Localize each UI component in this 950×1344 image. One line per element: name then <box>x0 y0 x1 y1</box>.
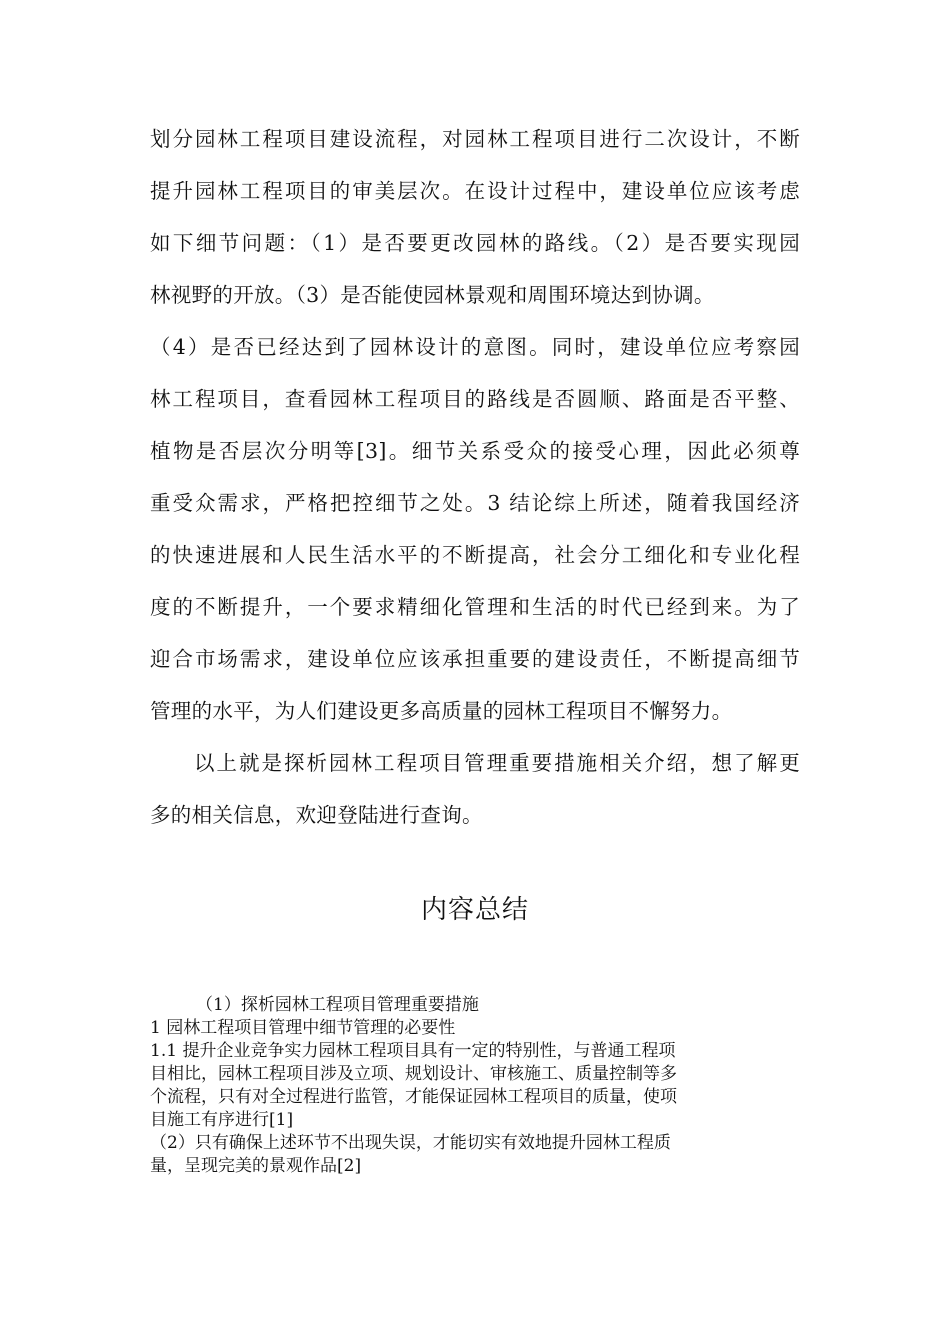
body-line: 提升园林工程项目的审美层次。在设计过程中，建设单位应该考虑 <box>150 179 800 203</box>
summary-line: （1）探析园林工程项目管理重要措施 <box>196 995 479 1015</box>
body-line: 多的相关信息，欢迎登陆进行查询。 <box>150 803 483 827</box>
body-line: 管理的水平，为人们建设更多高质量的园林工程项目不懈努力。 <box>150 699 733 723</box>
summary-heading: 内容总结 <box>420 895 529 925</box>
summary-line: 1 园林工程项目管理中细节管理的必要性 <box>150 1018 456 1038</box>
body-line: 划分园林工程项目建设流程，对园林工程项目进行二次设计，不断 <box>150 127 800 151</box>
body-line: 植物是否层次分明等[3]。细节关系受众的接受心理，因此必须尊 <box>150 439 800 463</box>
summary-line: 目施工有序进行[1] <box>150 1110 294 1130</box>
body-line: 的快速进展和人民生活水平的不断提高，社会分工细化和专业化程 <box>150 543 800 567</box>
body-line: （4）是否已经达到了园林设计的意图。同时，建设单位应考察园 <box>150 335 800 359</box>
body-line: 重受众需求，严格把控细节之处。3 结论综上所述，随着我国经济 <box>150 491 800 515</box>
body-line: 迎合市场需求，建设单位应该承担重要的建设责任，不断提高细节 <box>150 647 800 671</box>
summary-line: 1.1 提升企业竞争实力园林工程项目具有一定的特别性，与普通工程项 <box>150 1041 676 1061</box>
body-line: 以上就是探析园林工程项目管理重要措施相关介绍，想了解更 <box>194 751 800 775</box>
summary-line: 目相比，园林工程项目涉及立项、规划设计、审核施工、质量控制等多 <box>150 1064 677 1084</box>
body-text <box>150 113 800 841</box>
body-line: 林视野的开放。（3）是否能使园林景观和周围环境达到协调。 <box>150 283 715 307</box>
summary-line: 量，呈现完美的景观作品[2] <box>150 1156 362 1176</box>
body-line: 林工程项目，查看园林工程项目的路线是否圆顺、路面是否平整、 <box>150 387 800 411</box>
summary-line: 个流程，只有对全过程进行监管，才能保证园林工程项目的质量，使项 <box>150 1087 677 1107</box>
summary-line: （2）只有确保上述环节不出现失误，才能切实有效地提升园林工程质 <box>150 1133 671 1153</box>
body-line: 如下细节问题：（1）是否要更改园林的路线。（2）是否要实现园 <box>150 231 800 255</box>
body-line: 度的不断提升，一个要求精细化管理和生活的时代已经到来。为了 <box>150 595 800 619</box>
summary-text <box>150 994 800 1178</box>
